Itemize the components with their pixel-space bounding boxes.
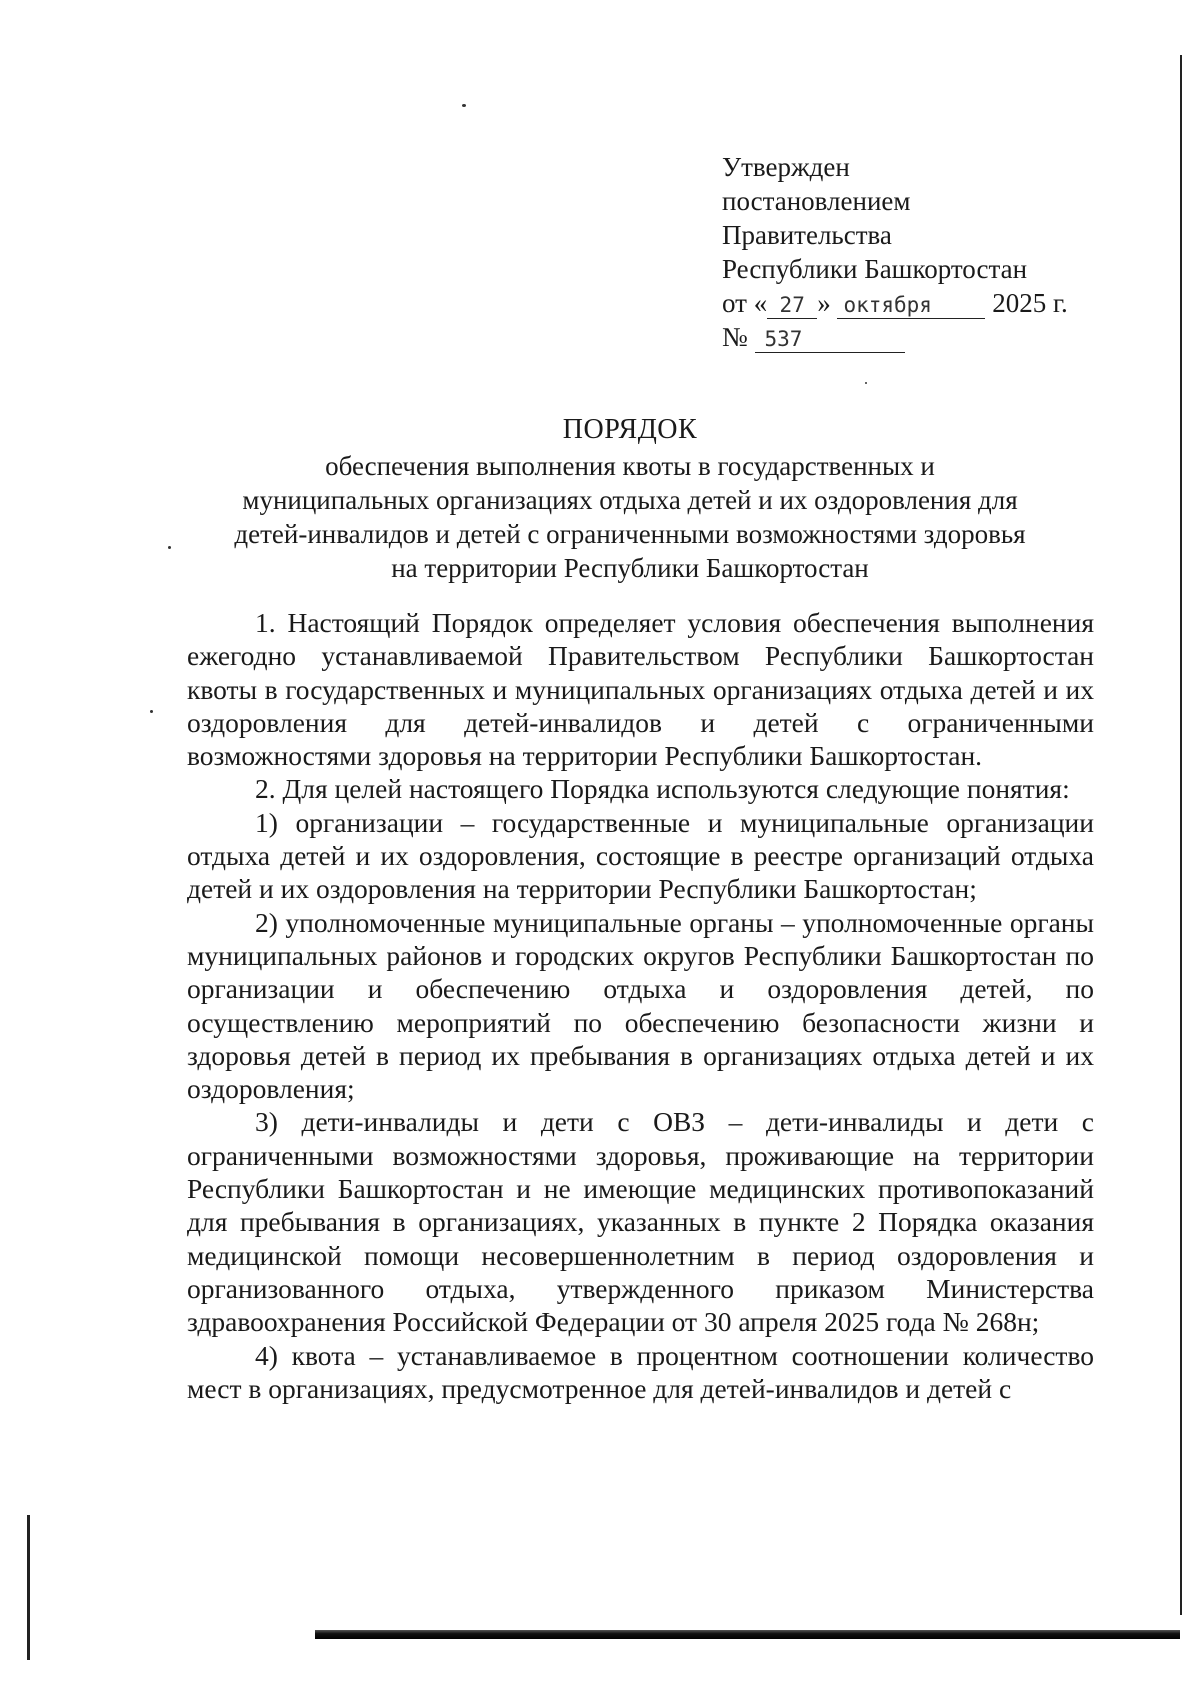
scan-speck [168,546,171,549]
title-line: детей-инвалидов и детей с ограниченными возможностями здоровья [234,519,1026,549]
approval-stamp-block [722,150,1142,354]
date-mid: » [817,288,831,318]
document-body [187,606,1094,1405]
date-month-field: октября [837,292,985,319]
date-prefix: от « [722,288,768,318]
approval-number-line [722,320,1142,354]
approval-line: Правительства [722,220,892,250]
definition-organizations: 1) организации – государственные и муниципальные организации отдыха детей и их оздоровления, состоящие в реестре организаций отдыха детей и их оздоровления на территории Республики Башкортостан; [187,806,1094,905]
scan-edge-line-bottom [315,1630,1180,1639]
scan-speck [150,710,153,713]
paragraph-1: 1. Настоящий Порядок определяет условия обеспечения выполнения ежегодно устанавливаемой Правительством Республики Башкортостан квоты в государственных и муниципальных организациях отдыха детей и их оздоровления для детей-инвалидов и детей с ограниченными возможностями здоровья на территории Республики Башкортостан. [187,607,1094,772]
definition-children-disabilities: 3) дети-инвалиды и дети с ОВЗ – дети-инвалиды и дети с ограниченными возможностями здоровья, проживающие на территории Республики Башкортостан и не имеющие медицинских противопоказаний для пребывания в организациях, указанных в пункте 2 Порядка оказания медицинской помощи несовершеннолетним в период оздоровления и организованного отдыха, утвержденного приказом Министерства здравоохранения Российской Федерации от 30 апреля 2025 года № 268н; [187,1106,1094,1338]
definition-municipal-bodies: 2) уполномоченные муниципальные органы – уполномоченные органы муниципальных районов и городских округов Республики Башкортостан по организации и обеспечению отдыха и оздоровления детей, по осуществлению мероприятий по обеспечению безопасности жизни и здоровья детей в период их пребывания в организациях отдыха детей и их оздоровления; [187,906,1094,1105]
number-prefix: № [722,322,748,352]
approval-line: Республики Башкортостан [722,254,1028,284]
date-day-field: 27 [767,292,817,319]
document-heading: ПОРЯДОК [562,414,698,445]
paragraph-2: 2. Для целей настоящего Порядка используются следующие понятия: [255,773,1070,805]
scan-speck [462,104,466,107]
number-field: 537 [755,326,905,353]
title-line: муниципальных организациях отдыха детей и их оздоровления для [242,485,1018,515]
approval-line: Утвержден [722,152,850,182]
scan-edge-line-left [27,1515,30,1660]
document-title-block [180,413,1080,585]
approval-line: постановлением [722,186,911,216]
title-line: на территории Республики Башкортостан [391,553,869,583]
date-year: 2025 г. [992,288,1068,318]
scan-speck [865,382,867,384]
definition-quota: 4) квота – устанавливаемое в процентном соотношении количество мест в организациях, предусмотренное для детей-инвалидов и детей с [187,1339,1094,1404]
title-line: обеспечения выполнения квоты в государственных и [325,451,935,481]
approval-date-line [722,286,1142,320]
scan-edge-line-right [1180,55,1182,1615]
